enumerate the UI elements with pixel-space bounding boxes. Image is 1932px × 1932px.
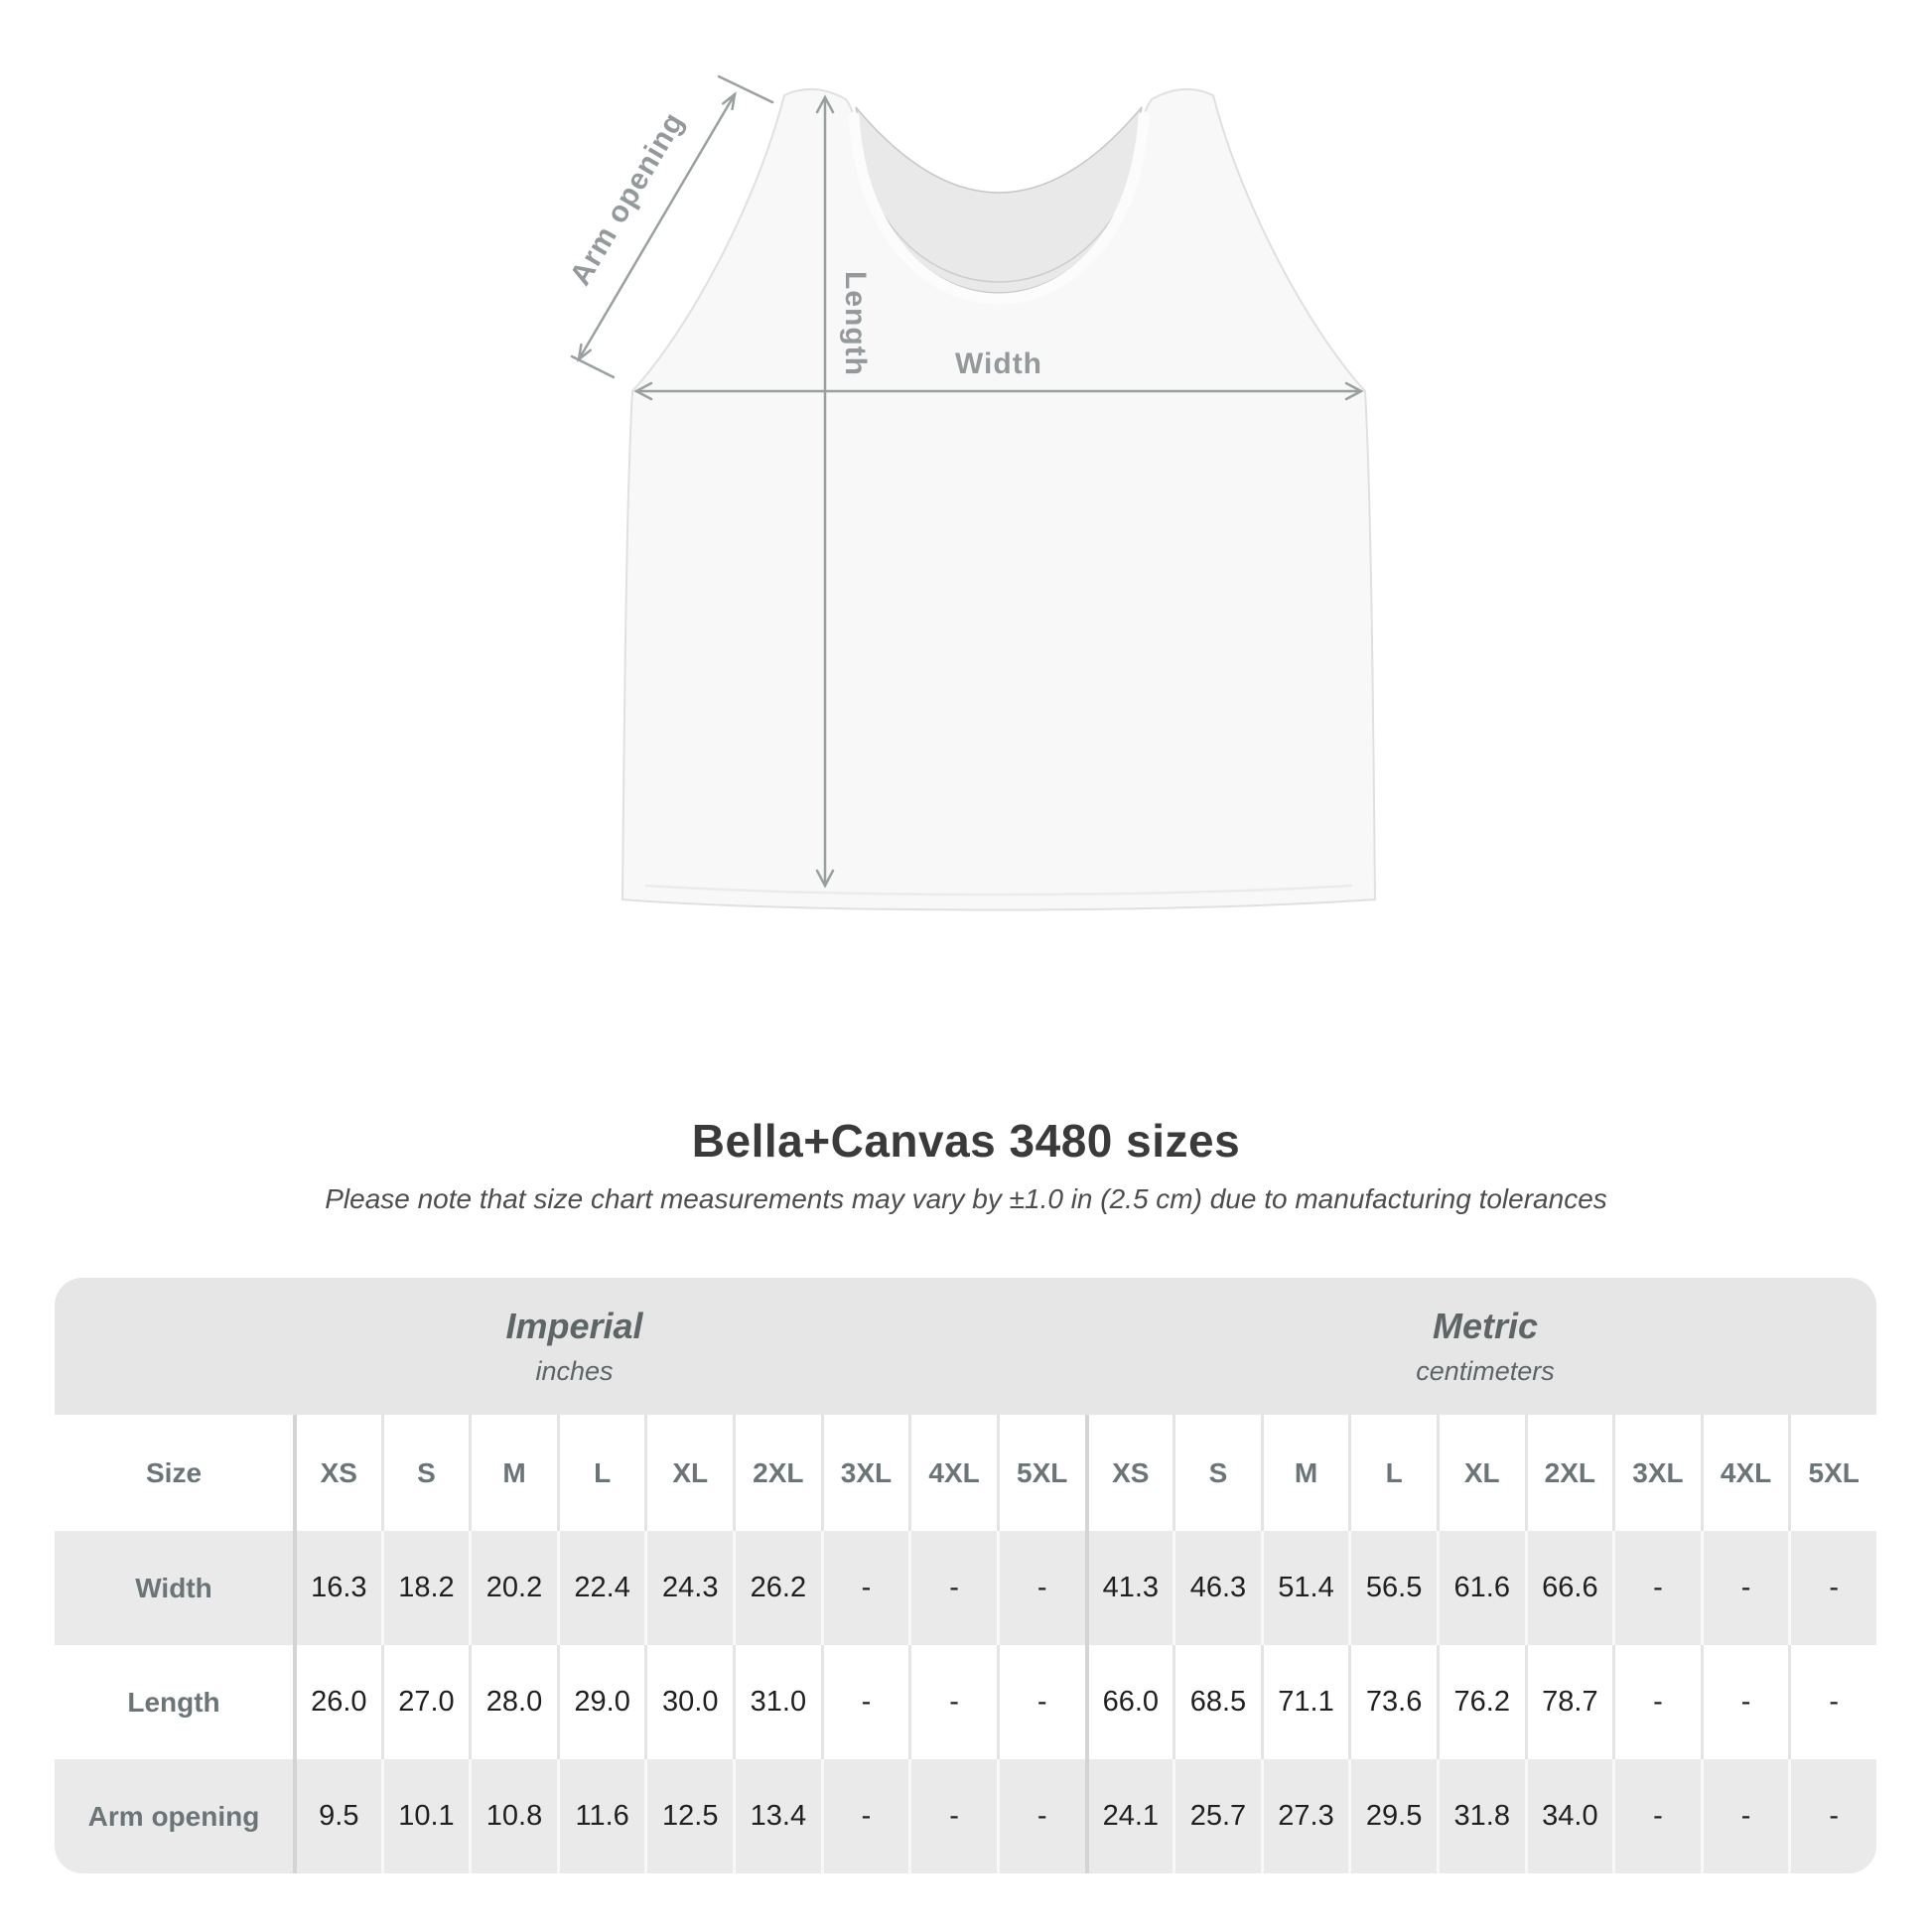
size-header: L	[557, 1415, 645, 1531]
size-header: 3XL	[1612, 1415, 1701, 1531]
size-header: XL	[644, 1415, 733, 1531]
arm-opening-label: Arm opening	[563, 106, 691, 291]
size-header: 4XL	[1701, 1415, 1789, 1531]
width-label: Width	[954, 347, 1043, 380]
measurement-value: 22.4	[557, 1531, 645, 1645]
size-header: XL	[1437, 1415, 1525, 1531]
measurement-value: -	[821, 1531, 909, 1645]
measurement-value: -	[997, 1645, 1085, 1759]
measurement-value: 16.3	[293, 1531, 381, 1645]
measurement-value: 51.4	[1261, 1531, 1349, 1645]
size-header: L	[1348, 1415, 1437, 1531]
measurement-value: -	[997, 1531, 1085, 1645]
measurement-value: 20.2	[469, 1531, 557, 1645]
unit-system-header	[55, 1278, 1876, 1415]
measurement-value: 66.6	[1525, 1531, 1613, 1645]
measurement-value: 27.3	[1261, 1759, 1349, 1873]
measurement-value: 66.0	[1085, 1645, 1173, 1759]
tank-top-diagram	[556, 58, 1390, 926]
measurement-value: 73.6	[1348, 1645, 1437, 1759]
size-header: XS	[1085, 1415, 1173, 1531]
size-header: 5XL	[1788, 1415, 1876, 1531]
size-header: S	[1173, 1415, 1261, 1531]
measurement-value: 13.4	[733, 1759, 821, 1873]
row-label: Arm opening	[55, 1759, 293, 1873]
measurement-value: 11.6	[557, 1759, 645, 1873]
measurement-value: -	[821, 1759, 909, 1873]
measurement-value: -	[1612, 1759, 1701, 1873]
measurement-value: 34.0	[1525, 1759, 1613, 1873]
measurement-value: -	[1788, 1645, 1876, 1759]
measurement-value: 76.2	[1437, 1645, 1525, 1759]
measurement-value: 31.8	[1437, 1759, 1525, 1873]
imperial-header	[55, 1278, 1094, 1415]
measurement-value: 30.0	[644, 1645, 733, 1759]
imperial-label: Imperial	[505, 1306, 643, 1346]
measurement-value: 61.6	[1437, 1531, 1525, 1645]
measurement-value: 26.2	[733, 1531, 821, 1645]
row-label: Length	[55, 1645, 293, 1759]
measurement-value: 25.7	[1173, 1759, 1261, 1873]
measurement-value: 68.5	[1173, 1645, 1261, 1759]
measurement-value: -	[908, 1531, 997, 1645]
measurement-value: 27.0	[381, 1645, 470, 1759]
measurement-value: -	[1788, 1531, 1876, 1645]
size-header: 2XL	[1525, 1415, 1613, 1531]
imperial-unit: inches	[535, 1356, 614, 1386]
length-label: Length	[839, 271, 872, 376]
tolerance-note: Please note that size chart measurements may vary by ±1.0 in (2.5 cm) due to manufacturing tolerances	[325, 1183, 1607, 1214]
measurement-value: 29.0	[557, 1645, 645, 1759]
measurement-value: 78.7	[1525, 1645, 1613, 1759]
size-header: XS	[293, 1415, 381, 1531]
measurement-value: 26.0	[293, 1645, 381, 1759]
measurement-value: 31.0	[733, 1645, 821, 1759]
measurement-value: 12.5	[644, 1759, 733, 1873]
size-table	[55, 1278, 1876, 1873]
metric-label: Metric	[1432, 1306, 1539, 1346]
measurement-value: 10.8	[469, 1759, 557, 1873]
measurement-value: 41.3	[1085, 1531, 1173, 1645]
measurement-value: 24.1	[1085, 1759, 1173, 1873]
size-header: M	[469, 1415, 557, 1531]
size-column-header: Size	[55, 1415, 293, 1531]
measurement-value: -	[908, 1645, 997, 1759]
measurement-value: 71.1	[1261, 1645, 1349, 1759]
size-header: 5XL	[997, 1415, 1085, 1531]
size-header: M	[1261, 1415, 1349, 1531]
measurement-value: 18.2	[381, 1531, 470, 1645]
metric-unit: centimeters	[1416, 1356, 1555, 1386]
measurement-value: -	[1612, 1531, 1701, 1645]
measurement-value: -	[1701, 1531, 1789, 1645]
measurement-value: -	[1612, 1645, 1701, 1759]
measurement-value: -	[1701, 1645, 1789, 1759]
measurement-value: -	[1788, 1759, 1876, 1873]
size-header: 3XL	[821, 1415, 909, 1531]
size-header: 2XL	[733, 1415, 821, 1531]
size-header: 4XL	[908, 1415, 997, 1531]
page-title: Bella+Canvas 3480 sizes	[691, 1115, 1241, 1167]
measurement-value: -	[908, 1759, 997, 1873]
size-header: S	[381, 1415, 470, 1531]
measurement-value: 29.5	[1348, 1759, 1437, 1873]
measurement-value: -	[821, 1645, 909, 1759]
measurement-value: 24.3	[644, 1531, 733, 1645]
measurement-value: -	[997, 1759, 1085, 1873]
measurement-value: -	[1701, 1759, 1789, 1873]
measurement-value: 56.5	[1348, 1531, 1437, 1645]
row-label: Width	[55, 1531, 293, 1645]
metric-header	[1094, 1278, 1876, 1415]
measurement-value: 28.0	[469, 1645, 557, 1759]
measurement-value: 46.3	[1173, 1531, 1261, 1645]
measurement-value: 9.5	[293, 1759, 381, 1873]
measurement-value: 10.1	[381, 1759, 470, 1873]
size-grid	[55, 1415, 1876, 1873]
